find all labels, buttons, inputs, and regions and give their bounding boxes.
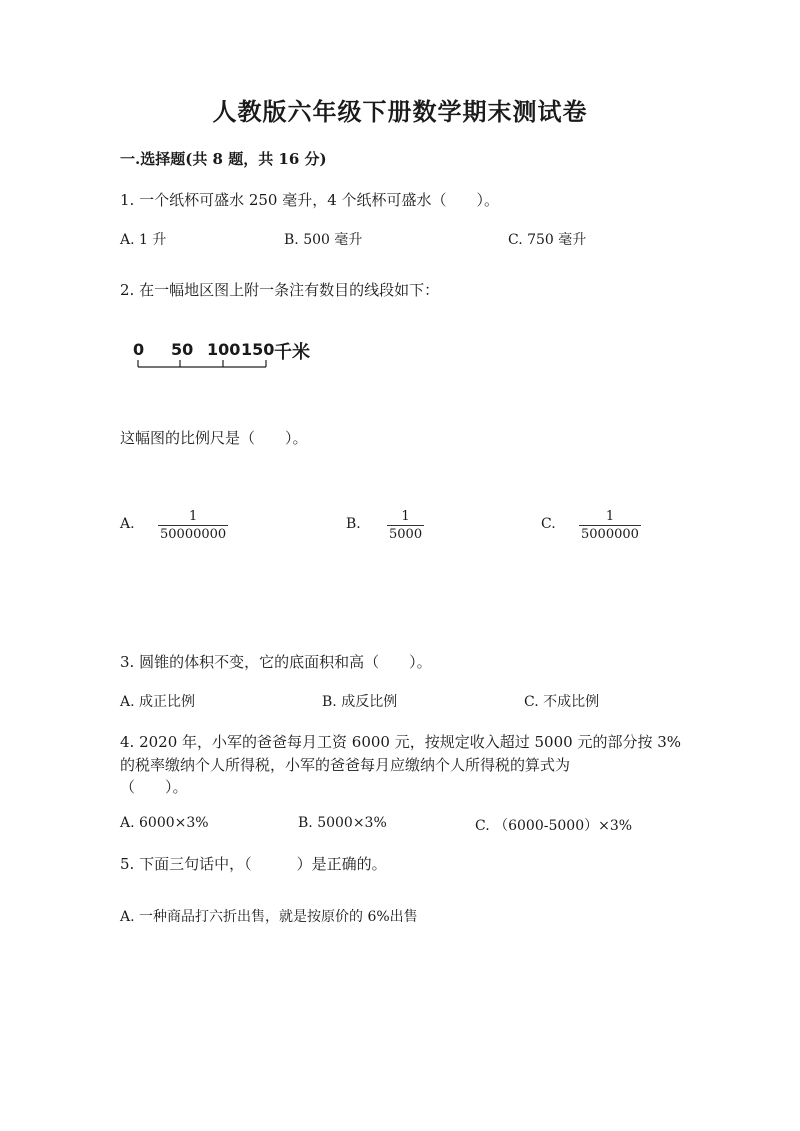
fraction-numerator: 1 — [401, 509, 410, 524]
q1-option-c[interactable]: C. 750 毫升 — [508, 232, 587, 248]
question-4-line-2: 的税率缴纳个人所得税，小军的爸爸每月应缴纳个人所得税的算式为 — [120, 756, 571, 774]
fraction-numerator: 1 — [605, 509, 615, 524]
fraction-denominator: 50000000 — [160, 527, 227, 542]
q3-option-a[interactable]: A. 成正比例 — [120, 694, 196, 710]
q4-option-c[interactable]: C. （6000-5000）×3% — [475, 818, 633, 834]
question-3: 3. 圆锥的体积不变，它的底面积和高（ ）。 — [120, 653, 432, 671]
scale-label-0: 0 — [133, 340, 145, 359]
q3-option-c[interactable]: C. 不成比例 — [524, 694, 600, 710]
question-1: 1. 一个纸杯可盛水 250 毫升，4 个纸杯可盛水（ ）。 — [120, 191, 500, 209]
scale-label-50: 50 — [171, 340, 194, 359]
scale-label-150: 150 — [241, 340, 275, 359]
q2-option-b-letter[interactable]: B. — [346, 516, 361, 532]
q3-option-b[interactable]: B. 成反比例 — [322, 694, 398, 710]
question-2: 2. 在一幅地区图上附一条注有数目的线段如下： — [120, 281, 440, 299]
scale-unit: 千米 — [274, 342, 310, 363]
q2-option-a-letter[interactable]: A. — [120, 516, 135, 532]
q2-option-c-fraction — [579, 509, 641, 543]
q2-followup: 这幅图的比例尺是（ ）。 — [120, 429, 308, 447]
q2-option-c-letter[interactable]: C. — [541, 516, 556, 532]
section-heading: 一.选择题(共 8 题，共 16 分) — [120, 150, 327, 168]
page-title: 人教版六年级下册数学期末测试卷 — [212, 97, 588, 126]
fraction-denominator: 5000000 — [581, 527, 639, 542]
q1-option-a[interactable]: A. 1 升 — [120, 232, 167, 248]
q1-option-b[interactable]: B. 500 毫升 — [284, 232, 363, 248]
q4-option-b[interactable]: B. 5000×3% — [298, 815, 387, 831]
scale-label-100: 100 — [207, 340, 241, 359]
fraction-denominator: 5000 — [389, 527, 423, 542]
q4-option-a[interactable]: A. 6000×3% — [120, 815, 209, 831]
q5-option-a[interactable]: A. 一种商品打六折出售，就是按原价的 6%出售 — [120, 909, 418, 925]
fraction-numerator: 1 — [188, 509, 198, 524]
scale-bar — [128, 336, 328, 376]
scale-line — [128, 358, 278, 370]
question-5: 5. 下面三句话中，（ ）是正确的。 — [120, 855, 387, 873]
q2-option-a-fraction — [158, 509, 228, 543]
question-4-line-3: （ ）。 — [120, 778, 188, 796]
q2-option-b-fraction — [387, 509, 424, 543]
question-4-line-1: 4. 2020 年，小军的爸爸每月工资 6000 元，按规定收入超过 5000 元的部分按 3% — [120, 733, 682, 751]
